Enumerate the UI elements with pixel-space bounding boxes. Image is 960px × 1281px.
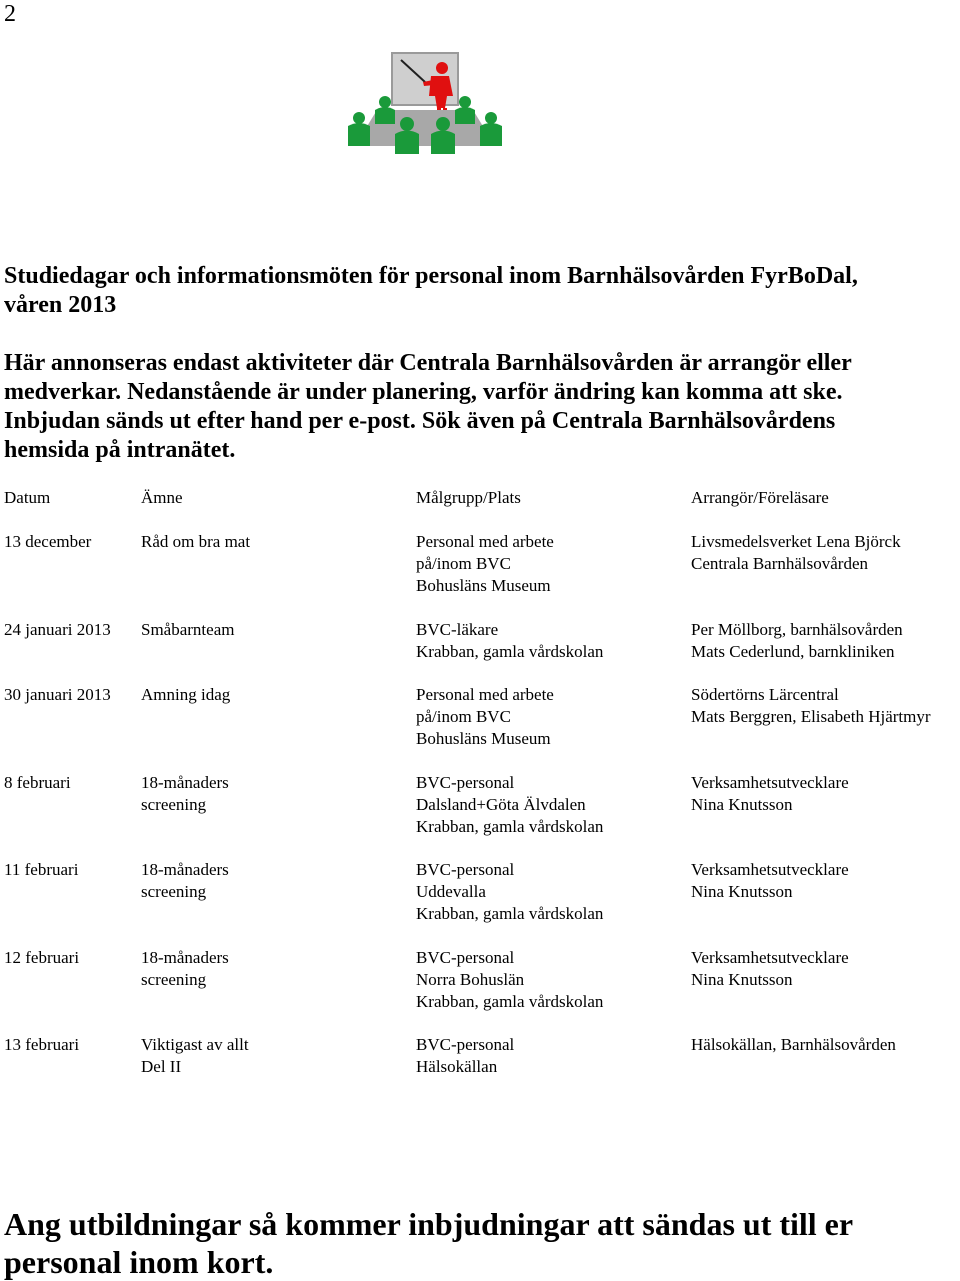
- cell-line: 18-månaders: [141, 860, 229, 879]
- row-subject: [141, 859, 229, 903]
- closing-note: [4, 1205, 954, 1281]
- cell-line: 30 januari 2013: [4, 685, 111, 704]
- row-target: [416, 1034, 514, 1078]
- cell-line: Krabban, gamla vårdskolan: [416, 642, 604, 661]
- cell-line: Verksamhetsutvecklare: [691, 948, 849, 967]
- cell-line: 24 januari 2013: [4, 620, 111, 639]
- cell-line: Amning idag: [141, 685, 231, 704]
- schedule-row: [0, 531, 960, 619]
- cell-line: Nina Knutsson: [691, 795, 793, 814]
- row-date: [4, 1034, 79, 1056]
- cell-line: på/inom BVC: [416, 554, 511, 573]
- row-target: [416, 684, 554, 750]
- document-heading: [4, 262, 944, 320]
- schedule-table: [0, 487, 960, 1100]
- cell-line: Mats Berggren, Elisabeth Hjärtmyr: [691, 707, 931, 726]
- cell-line: Bohusläns Museum: [416, 576, 551, 595]
- cell-line: Bohusläns Museum: [416, 729, 551, 748]
- cell-line: Viktigast av allt: [141, 1035, 249, 1054]
- cell-line: Per Möllborg, barnhälsovården: [691, 620, 903, 639]
- row-date: [4, 947, 79, 969]
- column-header-target: Målgrupp/Plats: [416, 488, 521, 507]
- cell-line: 12 februari: [4, 948, 80, 967]
- cell-line: Hälsokällan: [416, 1057, 498, 1076]
- cell-line: Norra Bohuslän: [416, 970, 525, 989]
- cell-line: Nina Knutsson: [691, 882, 793, 901]
- row-subject: [141, 1034, 249, 1078]
- cell-line: Krabban, gamla vårdskolan: [416, 817, 604, 836]
- cell-line: BVC-läkare: [416, 620, 499, 639]
- cell-line: Dalsland+Göta Älvdalen: [416, 795, 586, 814]
- row-target: [416, 859, 603, 925]
- cell-line: Krabban, gamla vårdskolan: [416, 992, 604, 1011]
- cell-line: 11 februari: [4, 860, 79, 879]
- intro-line: Här annonseras endast aktiviteter där Centrala Barnhälsovården är arrangör eller: [4, 350, 852, 376]
- cell-line: Krabban, gamla vårdskolan: [416, 904, 604, 923]
- column-header-organizer: Arrangör/Föreläsare: [691, 488, 829, 507]
- cell-line: screening: [141, 795, 207, 814]
- cell-line: screening: [141, 970, 207, 989]
- row-subject: [141, 684, 230, 706]
- schedule-row: [0, 619, 960, 684]
- row-organizer: [691, 684, 931, 728]
- schedule-header-row: [0, 487, 960, 531]
- row-date: [4, 684, 111, 706]
- cell-line: 18-månaders: [141, 773, 229, 792]
- row-target: [416, 619, 603, 663]
- row-date: [4, 619, 111, 641]
- cell-line: Verksamhetsutvecklare: [691, 860, 849, 879]
- heading-line: Studiedagar och informationsmöten för personal inom Barnhälsovården FyrBoDal,: [4, 263, 858, 289]
- schedule-row: [0, 859, 960, 947]
- cell-line: BVC-personal: [416, 1035, 515, 1054]
- column-header-date: Datum: [4, 488, 51, 507]
- cell-line: Personal med arbete: [416, 532, 554, 551]
- cell-line: Verksamhetsutvecklare: [691, 773, 849, 792]
- row-subject: [141, 619, 234, 641]
- cell-line: BVC-personal: [416, 860, 515, 879]
- cell-line: Mats Cederlund, barnkliniken: [691, 642, 895, 661]
- page-number: 2: [4, 1, 16, 27]
- cell-line: 8 februari: [4, 773, 71, 792]
- cell-line: Centrala Barnhälsovården: [691, 554, 869, 573]
- row-organizer: [691, 772, 849, 816]
- intro-line: Inbjudan sänds ut efter hand per e-post. Sök även på Centrala Barnhälsovårdens: [4, 408, 836, 434]
- cell-line: Livsmedelsverket Lena Björck: [691, 532, 901, 551]
- presentation-audience-icon: [345, 50, 505, 156]
- row-organizer: [691, 1034, 896, 1056]
- cell-line: Hälsokällan, Barnhälsovården: [691, 1035, 896, 1054]
- row-organizer: [691, 531, 901, 575]
- cell-line: Uddevalla: [416, 882, 486, 901]
- row-date: [4, 531, 91, 553]
- cell-line: 18-månaders: [141, 948, 229, 967]
- cell-line: BVC-personal: [416, 948, 515, 967]
- row-subject: [141, 531, 250, 553]
- column-header-subject: Ämne: [141, 488, 183, 507]
- row-subject: [141, 772, 229, 816]
- row-target: [416, 772, 603, 838]
- cell-line: Småbarnteam: [141, 620, 235, 639]
- schedule-row: [0, 947, 960, 1034]
- cell-line: Råd om bra mat: [141, 532, 251, 551]
- row-date: [4, 772, 71, 794]
- row-organizer: [691, 859, 849, 903]
- heading-line: våren 2013: [4, 292, 117, 318]
- schedule-row: [0, 1034, 960, 1100]
- row-organizer: [691, 619, 903, 663]
- intro-paragraph: [4, 349, 954, 465]
- closing-line: personal inom kort.: [4, 1244, 274, 1280]
- cell-line: Nina Knutsson: [691, 970, 793, 989]
- closing-line: Ang utbildningar så kommer inbjudningar att sändas ut till er: [4, 1206, 854, 1242]
- row-organizer: [691, 947, 849, 991]
- intro-line: hemsida på intranätet.: [4, 437, 236, 463]
- row-target: [416, 531, 554, 597]
- schedule-row: [0, 684, 960, 772]
- row-target: [416, 947, 603, 1013]
- row-subject: [141, 947, 229, 991]
- intro-line: medverkar. Nedanstående är under planering, varför ändring kan komma att ske.: [4, 379, 843, 405]
- cell-line: BVC-personal: [416, 773, 515, 792]
- schedule-row: [0, 772, 960, 859]
- cell-line: på/inom BVC: [416, 707, 511, 726]
- cell-line: 13 februari: [4, 1035, 80, 1054]
- cell-line: Del II: [141, 1057, 182, 1076]
- cell-line: Personal med arbete: [416, 685, 554, 704]
- cell-line: screening: [141, 882, 207, 901]
- row-date: [4, 859, 78, 881]
- cell-line: 13 december: [4, 532, 92, 551]
- cell-line: Södertörns Lärcentral: [691, 685, 839, 704]
